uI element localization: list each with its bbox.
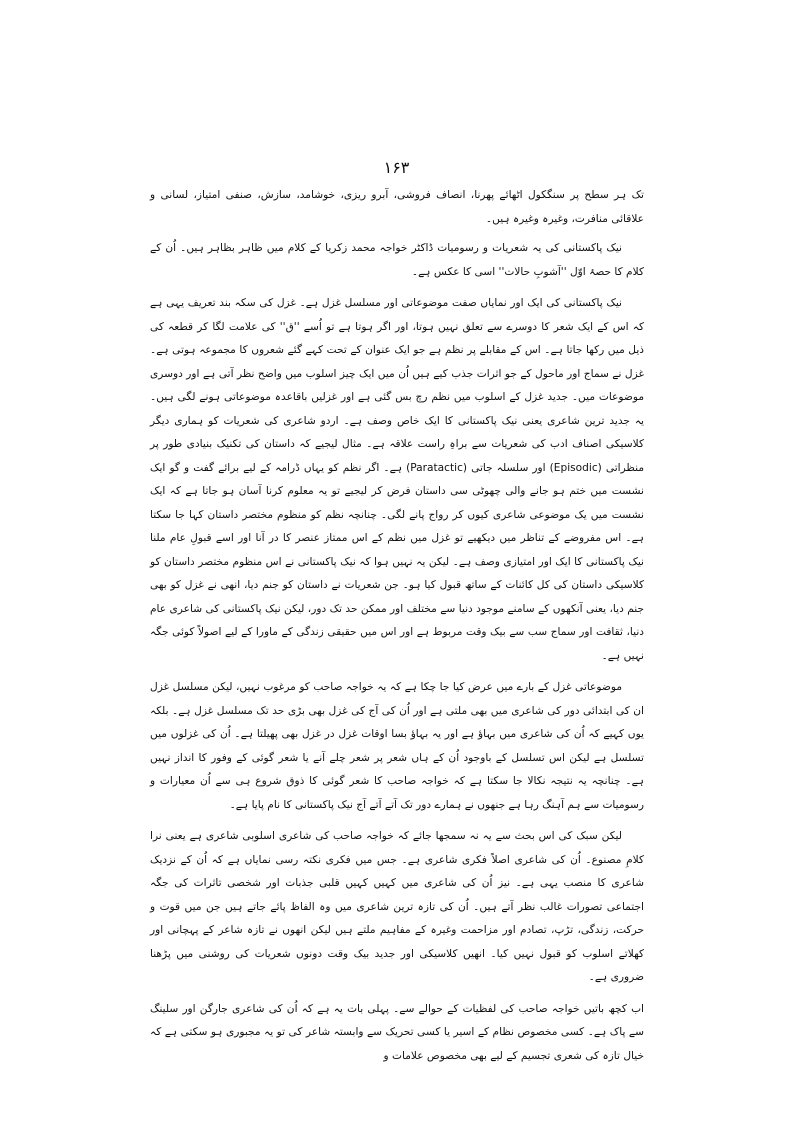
paragraph-6: اب کچھ باتیں خواجہ صاحب کی لفظیات کے حوالے سے۔ پہلی بات یہ ہے کہ اُن کی شاعری جارگن اور سلینگ سے پاک ہے۔ کسی مخصوص نظام کے اسیر یا کسی تحریک سے وابستہ شاعر کی تو یہ مجبوری ہو سکتی ہے کہ خیال تازہ کی شعری تجسیم کے لیے بھی مخصوص علامات و bbox=[150, 1002, 644, 1062]
paragraph-3: نیک پاکستانی کی ایک اور نمایاں صفت موضوعاتی اور مسلسل غزل ہے۔ غزل کی سکہ بند تعریف یہی ہے کہ اس کے ایک شعر کا دوسرے سے تعلق نہیں ہوتا، اور اگر ہوتا ہے تو اُسے ''ق'' کی علامت لگا کر قطعہ کی ذیل میں رکھا جاتا ہے۔ اس کے مقابلے پر نظم ہے جو ایک عنوان کے تحت کہے گئے شعروں کا مجموعہ ہوتی ہے۔ غزل نے سماج اور ماحول کے جو اثرات جذب کیے ہیں اُن میں ایک چیز اسلوب میں واضح نظر آتی ہے اور دوسری موضوعات میں۔ جدید غزل کے اسلوب میں نظم رچ بس گئی ہے اور غزلیں باقاعدہ موضوعاتی ہونے لگی ہیں۔ یہ جدید ترین شاعری یعنی نیک پاکستانی کا ایک خاص وصف ہے۔ اردو شاعری کی شعریات کو ہماری دیگر کلاسیکی اصناف ادب کی شعریات سے براہِ راست علاقہ ہے۔ مثال لیجیے کہ داستان کی تکنیک بنیادی طور پر منظراتی (Episodic) اور سلسلہ جاتی (Paratactic) ہے۔ اگر نظم کو یہاں ڈرامہ کے لیے برائے گفت و گو ایک نشست میں ختم ہو جانے والی چھوٹی سی داستان فرض کر لیجیے تو یہ معلوم کرنا آسان ہو جاتا ہے کہ ایک نشست میں یک موضوعی شاعری کیوں کر رواج پانے لگی۔ چنانچہ نظم کو منظوم مختصر داستان کہا جا سکتا ہے۔ اس مفروضے کے تناظر میں دیکھیے تو غزل میں نظم کے اس ممتاز عنصر کا در آنا اور اسے قبولِ عام ملنا نیک پاکستانی کا ایک اور امتیازی وصف ہے۔ لیکن یہ نہیں ہوا کہ نیک پاکستانی نے اس منظوم مختصر داستان کو کلاسیکی داستان کی کل کائنات کے ساتھ قبول کیا ہو۔ جن شعریات نے داستان کو جنم دیا، انھی نے غزل کو بھی جنم دیا، یعنی آنکھوں کے سامنے موجود دنیا سے مختلف اور ممکن حد تک دور، لیکن نیک پاکستانی کی شاعری عام دنیا، ثقافت اور سماج سب سے بیک وقت مربوط ہے اور اس میں حقیقی زندگی کے ماورا کے لیے اصولاً کوئی جگہ نہیں ہے۔ bbox=[150, 297, 644, 662]
paragraph-2: نیک پاکستانی کی یہ شعریات و رسومیات ڈاکٹر خواجہ محمد زکریا کے کلام میں ظاہر بظاہر ہیں۔ اُن کے کلام کا حصۂ اوّل ''آشوبِ حالات'' اسی کا عکس ہے۔ bbox=[150, 242, 644, 278]
paragraph-1: تک ہر سطح پر سنگکول اٹھائے پھرنا، انصاف فروشی، آبرو ریزی، خوشامد، سازش، صنفی امتیاز، لسانی و علاقائی منافرت، وغیرہ وغیرہ ہیں۔ bbox=[150, 189, 644, 225]
paragraph-4: موضوعاتی غزل کے بارے میں عرض کیا جا چکا ہے کہ یہ خواجہ صاحب کو مرغوب نہیں، لیکن مسلسل غزل ان کی ابتدائی دور کی شاعری میں بھی ملتی ہے اور اُن کی آج کی غزل بھی بڑی حد تک مسلسل غزل ہے۔ بلکہ یوں کہیے کہ اُن کی شاعری میں بہاؤ ہے اور یہ بہاؤ بسا اوقات غزل در غزل بھی پھیلتا ہے۔ اُن کی غزلوں میں تسلسل ہے لیکن اس تسلسل کے باوجود اُن کے ہاں شعر پر شعر چلے آنے یا شعر گوئی کے وفور کا انداز نہیں ہے۔ چنانچہ یہ نتیجہ نکالا جا سکتا ہے کہ خواجہ صاحب کا شعر گوئی کا ذوق شروع ہی سے اُن معیارات و رسومیات سے ہم آہنگ رہا ہے جنھوں نے ہمارے دور تک آتے آتے آج نیک پاکستانی کا نام پایا ہے۔ bbox=[150, 681, 644, 811]
paragraph-5: لیکن سبک کی اس بحث سے یہ نہ سمجھا جائے کہ خواجہ صاحب کی شاعری اسلوبی شاعری ہے یعنی نرا کلامِ مصنوع۔ اُن کی شاعری اصلاً فکری شاعری ہے۔ جس میں فکری نکتہ رسی نمایاں ہے کہ اُن کے نزدیک شاعری کا منصب یہی ہے۔ نیز اُن کی شاعری میں کہیں کہیں قلبی جذبات اور شخصی تاثرات کی جگہ اجتماعی تصورات غالب نظر آتے ہیں۔ اُن کی تازہ ترین شاعری میں وہ الفاظ پائے جاتے ہیں جن میں قوت و حرکت، زندگی، تڑپ، تصادم اور مزاحمت وغیرہ کے مفاہیم ملتے ہیں لیکن انھوں نے تازہ شاعر کے پہچانی اور کھلاتے اسلوب کو قبول نہیں کیا۔ انھیں کلاسیکی اور جدید بیک وقت دونوں شعریات کی روشنی میں پڑھنا ضروری ہے۔ bbox=[150, 830, 644, 983]
page-number: ۱۶۳ bbox=[383, 158, 410, 177]
body-text bbox=[150, 184, 644, 1076]
